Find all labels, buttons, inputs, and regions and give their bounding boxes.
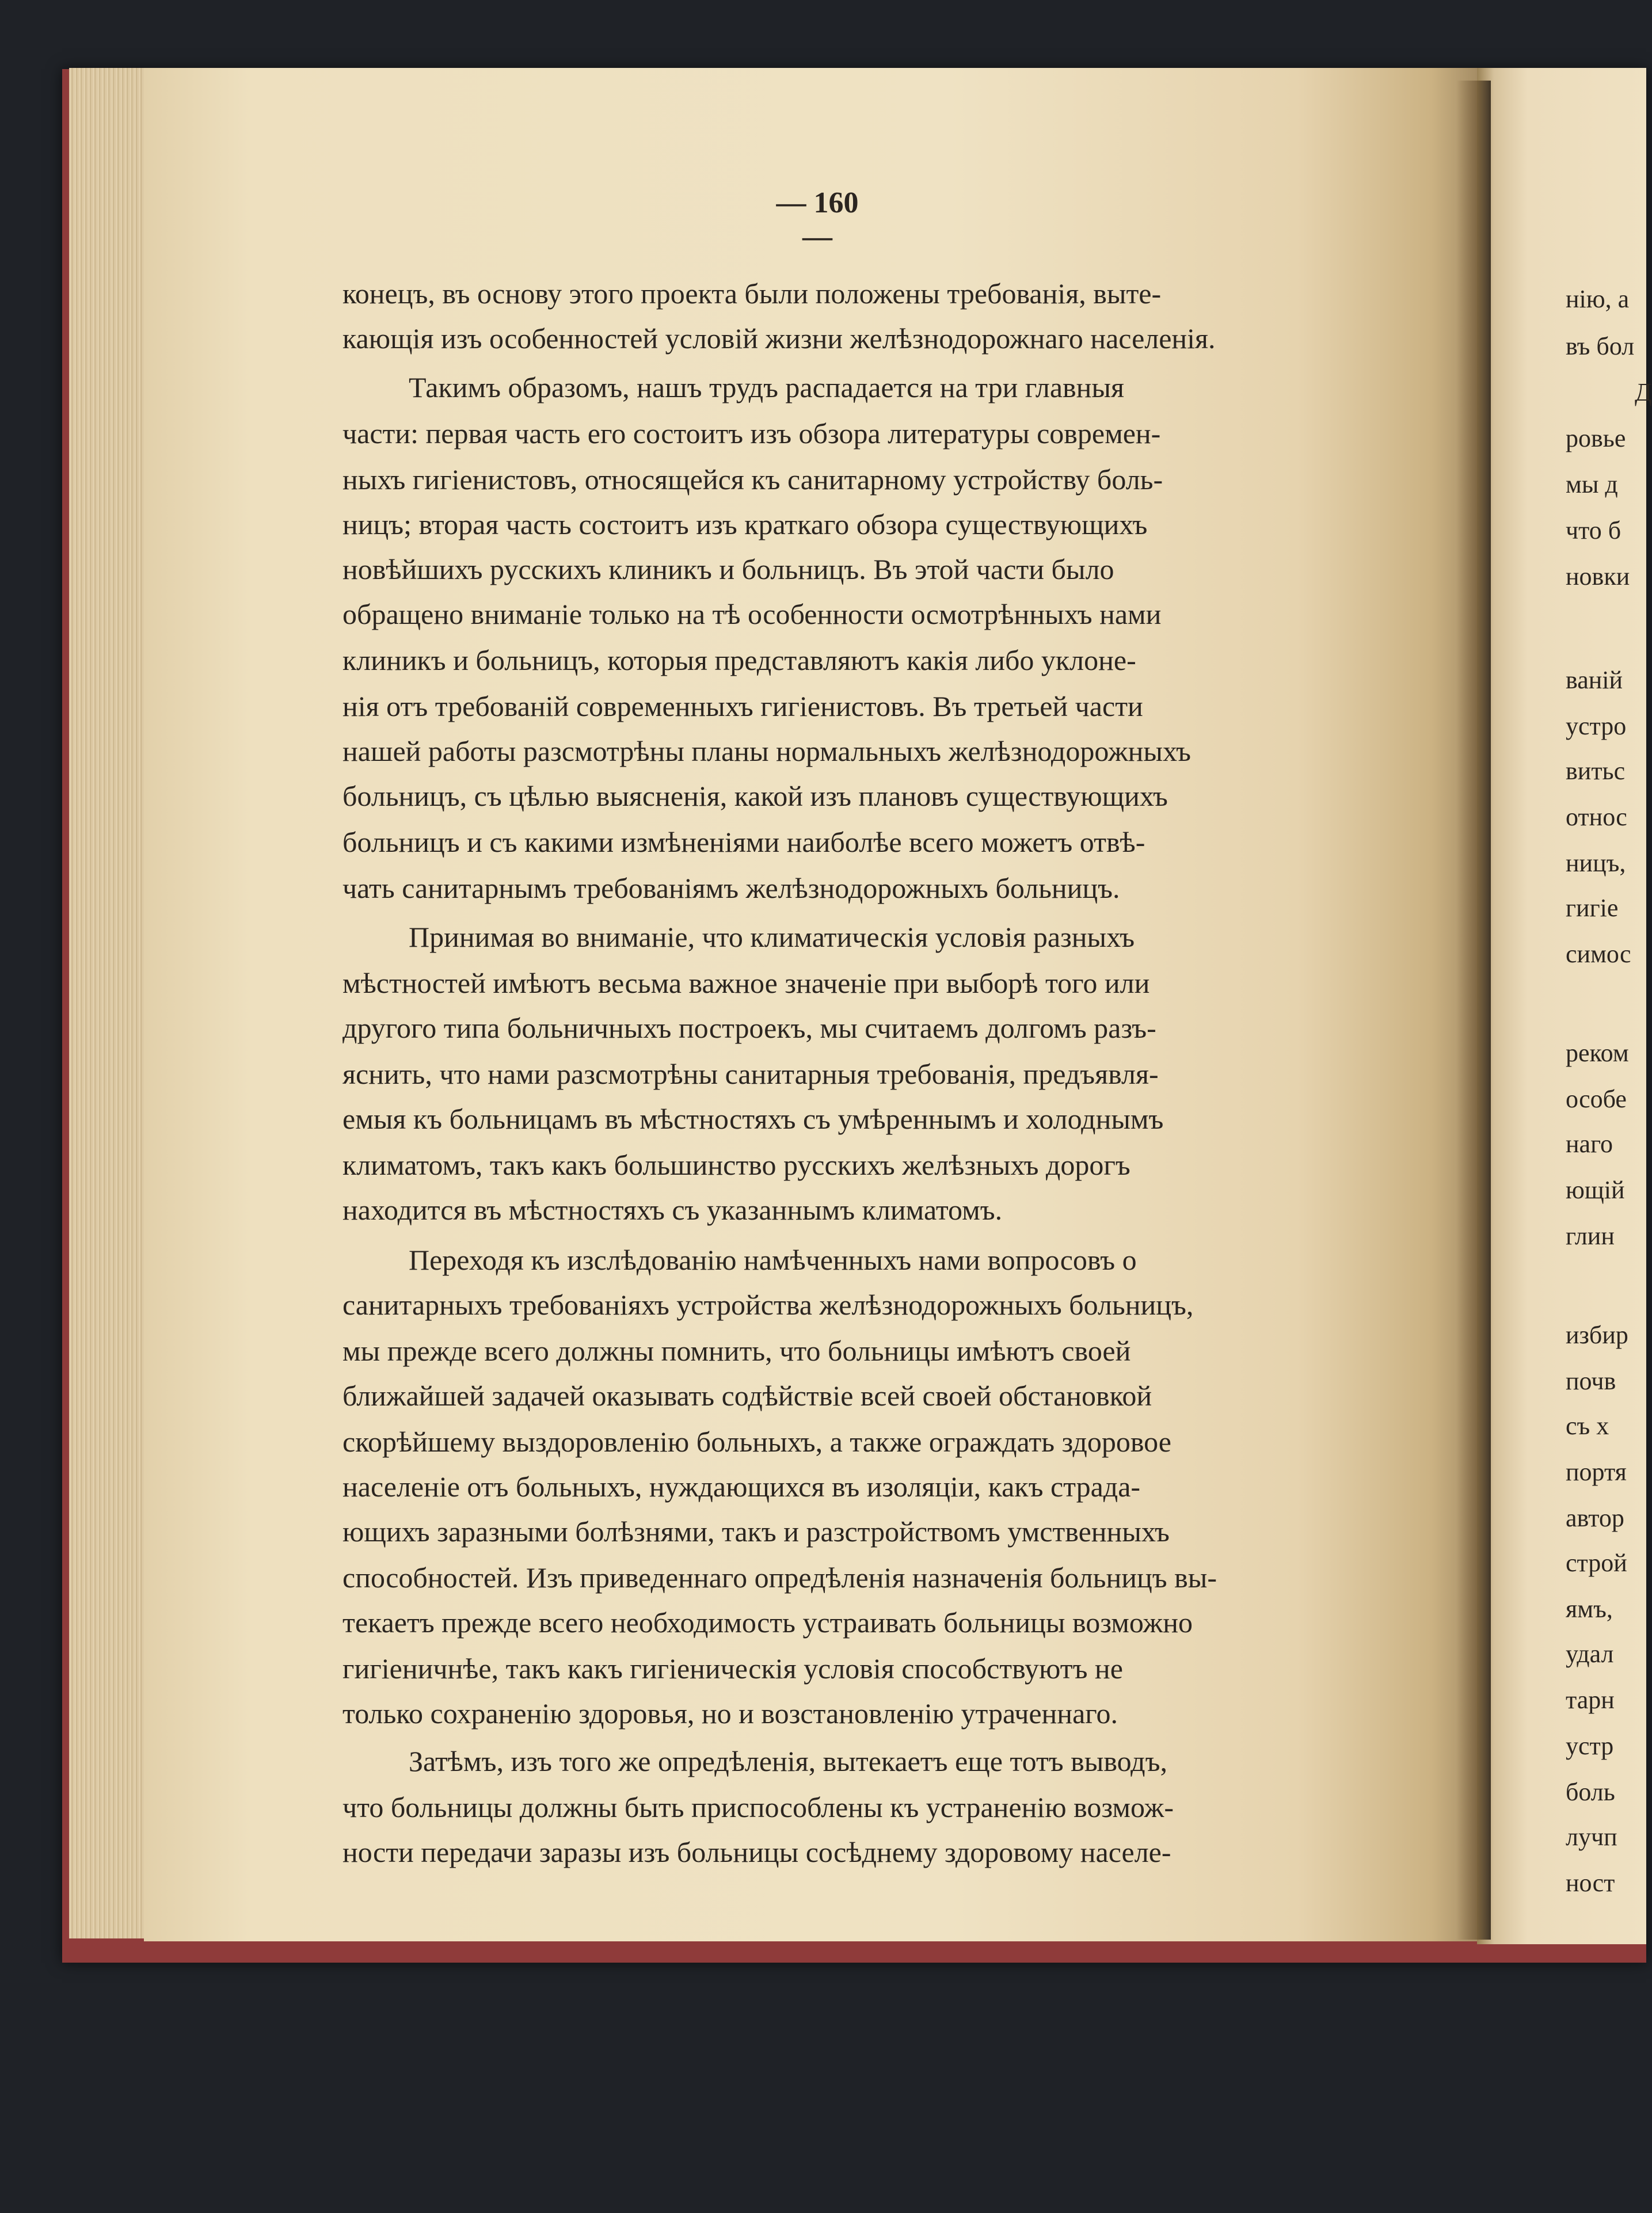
- right-fragment: глин: [1566, 1222, 1615, 1250]
- text-line: чать санитарнымъ требованіямъ желѣзнодорожныхъ больницъ.: [342, 872, 1120, 904]
- text-line: нія отъ требованій современныхъ гигіенистовъ. Въ третьей части: [342, 690, 1143, 722]
- text-line: Такимъ образомъ, нашъ трудъ распадается на три главныя: [409, 371, 1124, 403]
- right-fragment: съ х: [1566, 1412, 1609, 1440]
- text-line: другого типа больничныхъ построекъ, мы считаемъ долгомъ разъ-: [342, 1012, 1156, 1044]
- right-fragment: устро: [1566, 712, 1627, 740]
- right-fragment: въ бол: [1566, 332, 1635, 360]
- text-line: гигіеничнѣе, такъ какъ гигіеническія условія способствуютъ не: [342, 1652, 1123, 1685]
- text-line: населеніе отъ больныхъ, нуждающихся въ изоляціи, какъ страда-: [342, 1471, 1141, 1503]
- text-line: новѣйшихъ русскихъ клиникъ и больницъ. Въ этой части было: [342, 553, 1114, 585]
- text-line: что больницы должны быть приспособлены къ устраненію возмож-: [342, 1791, 1174, 1823]
- right-fragment: ницъ,: [1566, 849, 1626, 877]
- right-fragment: Д: [1635, 378, 1652, 406]
- right-fragment: что б: [1566, 516, 1621, 544]
- text-line: яснить, что нами разсмотрѣны санитарныя требованія, предъявля-: [342, 1058, 1159, 1090]
- right-fragment: наго: [1566, 1130, 1613, 1158]
- text-line: мѣстностей имѣютъ весьма важное значеніе при выборѣ того или: [342, 967, 1150, 999]
- book-gutter: [1456, 81, 1491, 1940]
- text-line: ности передачи заразы изъ больницы сосѣднему здоровому населе-: [342, 1836, 1171, 1868]
- text-line: клиникъ и больницъ, которыя представляютъ какія либо уклоне-: [342, 644, 1136, 676]
- text-line: ныхъ гигіенистовъ, относящейся къ санитарному устройству боль-: [342, 463, 1163, 496]
- text-line: нашей работы разсмотрѣны планы нормальныхъ желѣзнодорожныхъ: [342, 735, 1191, 767]
- right-fragment: лучп: [1566, 1823, 1617, 1851]
- text-line: ницъ; вторая часть состоитъ изъ краткаго обзора существующихъ: [342, 508, 1148, 540]
- right-fragment: гигіе: [1566, 894, 1619, 922]
- text-line: Принимая во вниманіе, что климатическія условія разныхъ: [409, 921, 1135, 953]
- text-line: скорѣйшему выздоровленію больныхъ, а также ограждать здоровое: [342, 1426, 1171, 1458]
- right-fragment: ваній: [1566, 666, 1623, 694]
- text-line: обращено вниманіе только на тѣ особенности осмотрѣнныхъ нами: [342, 598, 1162, 630]
- right-fragment: относ: [1566, 803, 1627, 831]
- text-line: Переходя къ изслѣдованію намѣченныхъ нами вопросовъ о: [409, 1244, 1137, 1276]
- right-fragment: строй: [1566, 1549, 1627, 1577]
- text-line: текаетъ прежде всего необходимость устраивать больницы возможно: [342, 1606, 1193, 1639]
- right-fragment: мы д: [1566, 470, 1618, 498]
- right-fragment: ност: [1566, 1869, 1615, 1897]
- text-line: части: первая часть его состоитъ изъ обзора литературы современ-: [342, 417, 1161, 450]
- text-line: больницъ и съ какими измѣненіями наиболѣе всего можетъ отвѣ-: [342, 826, 1145, 858]
- right-fragment: симос: [1566, 940, 1631, 968]
- text-line: находится въ мѣстностяхъ съ указаннымъ климатомъ.: [342, 1194, 1003, 1226]
- right-fragment: витьс: [1566, 757, 1626, 785]
- right-fragment: автор: [1566, 1504, 1624, 1532]
- right-fragment: боль: [1566, 1778, 1615, 1806]
- right-fragment: удал: [1566, 1640, 1614, 1668]
- page-number: — 160 —: [776, 186, 859, 253]
- right-fragment: особе: [1566, 1085, 1627, 1113]
- text-line: способностей. Изъ приведеннаго опредѣленія назначенія больницъ вы-: [342, 1561, 1217, 1594]
- right-fragment: тарн: [1566, 1686, 1615, 1714]
- text-line: Затѣмъ, изъ того же опредѣленія, вытекаетъ еще тотъ выводъ,: [409, 1745, 1167, 1777]
- right-fragment: избир: [1566, 1321, 1628, 1349]
- text-line: только сохраненію здоровья, но и возстановленію утраченнаго.: [342, 1697, 1118, 1730]
- text-line: климатомъ, такъ какъ большинство русскихъ желѣзныхъ дорогъ: [342, 1149, 1130, 1181]
- text-line: конецъ, въ основу этого проекта были положены требованія, выте-: [342, 277, 1162, 310]
- text-line: санитарныхъ требованіяхъ устройства желѣзнодорожныхъ больницъ,: [342, 1289, 1194, 1321]
- right-fragment: ющій: [1566, 1176, 1625, 1204]
- text-line: мы прежде всего должны помнить, что больницы имѣютъ своей: [342, 1335, 1131, 1367]
- text-line: ближайшей задачей оказывать содѣйствіе всей своей обстановкой: [342, 1380, 1152, 1412]
- right-fragment: устр: [1566, 1732, 1614, 1760]
- right-fragment: реком: [1566, 1039, 1629, 1067]
- right-fragment: новки: [1566, 562, 1630, 591]
- right-fragment: нію, а: [1566, 285, 1630, 313]
- text-line: емыя къ больницамъ въ мѣстностяхъ съ умѣреннымъ и холоднымъ: [342, 1103, 1164, 1135]
- text-line: больницъ, съ цѣлью выясненія, какой изъ плановъ существующихъ: [342, 780, 1168, 812]
- right-fragment: ямъ,: [1566, 1595, 1613, 1623]
- right-fragment: ровье: [1566, 424, 1626, 452]
- text-line: кающія изъ особенностей условій жизни желѣзнодорожнаго населенія.: [342, 322, 1216, 355]
- text-line: ющихъ заразными болѣзнями, такъ и разстройствомъ умственныхъ: [342, 1515, 1170, 1548]
- right-fragment: почв: [1566, 1367, 1616, 1395]
- right-fragment: портя: [1566, 1458, 1627, 1486]
